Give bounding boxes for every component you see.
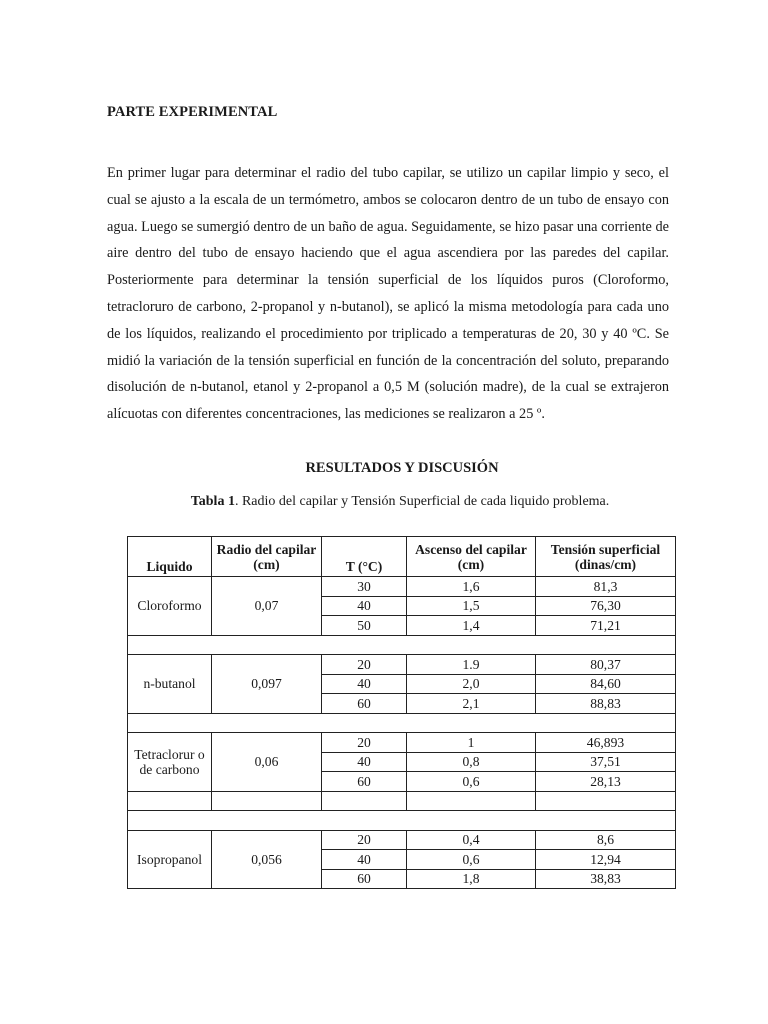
table-row — [128, 577, 676, 597]
tension-cell: 80,37 — [536, 655, 676, 675]
radius-cell: 0,097 — [212, 655, 322, 714]
temperature-cell: 20 — [322, 830, 407, 850]
ascent-cell: 0,4 — [407, 830, 536, 850]
table-caption-label: Tabla 1 — [190, 494, 235, 509]
tension-cell: 37,51 — [536, 752, 676, 772]
results-table — [127, 536, 676, 889]
temperature-cell: 40 — [322, 596, 407, 616]
liquid-cell: Tetraclorur o de carbono — [128, 733, 212, 792]
ascent-cell: 1.9 — [407, 655, 536, 675]
tension-cell: 8,6 — [536, 830, 676, 850]
spacer-row — [128, 811, 676, 831]
ascent-cell: 0,6 — [407, 850, 536, 870]
temperature-cell: 40 — [322, 850, 407, 870]
table-row — [128, 655, 676, 675]
tension-cell: 38,83 — [536, 869, 676, 889]
tension-cell: 71,21 — [536, 616, 676, 636]
empty-cell — [536, 791, 676, 811]
ascent-cell: 1,6 — [407, 577, 536, 597]
temperature-cell: 60 — [322, 772, 407, 792]
spacer-cell — [128, 635, 676, 655]
ascent-cell: 1,4 — [407, 616, 536, 636]
ascent-cell: 2,0 — [407, 674, 536, 694]
tension-cell: 76,30 — [536, 596, 676, 616]
tension-cell: 28,13 — [536, 772, 676, 792]
body-paragraph: En primer lugar para determinar el radio del tubo capilar, se utilizo un capilar limpio y seco, el cual se ajusto a la escala de un termómetro, ambos se colocaron dentro de un tubo de ensayo con agua. Luego se sumergió dentro de un baño de agua. Seguidamente, se hizo pasar una corriente de aire dentro del tubo de ensayo haciendo que el agua ascendiera por las paredes del capilar. Posteriormente para determinar la tensión superficial de los líquidos puros (Cloroformo, tetracloruro de carbono, 2-propanol y n-butanol), se aplicó la misma metodología para cada uno de los líquidos, realizando el procedimiento por triplicado a temperaturas de 20, 30 y 40 ºC. Se midió la variación de la tensión superficial en función de la concentración del soluto, preparando disolución de n-butanol, etanol y 2-propanol a 0,5 M (solución madre), de la cual se extrajeron alícuotas con diferentes concentraciones, las mediciones se realizaron a 25 º. — [107, 165, 669, 423]
results-title: RESULTADOS Y DISCUSIÓN — [305, 460, 499, 476]
temperature-cell: 50 — [322, 616, 407, 636]
header-liquid: Liquido — [128, 537, 212, 577]
empty-cell — [212, 791, 322, 811]
empty-row — [128, 791, 676, 811]
temperature-cell: 30 — [322, 577, 407, 597]
section-title: PARTE EXPERIMENTAL — [107, 104, 278, 120]
ascent-cell: 1 — [407, 733, 536, 753]
table-header-row — [128, 537, 676, 577]
ascent-cell: 0,8 — [407, 752, 536, 772]
temperature-cell: 20 — [322, 733, 407, 753]
header-surface-tension: Tensión superficial (dinas/cm) — [536, 537, 676, 577]
tension-cell: 81,3 — [536, 577, 676, 597]
spacer-cell — [128, 811, 676, 831]
ascent-cell: 1,5 — [407, 596, 536, 616]
header-radius: Radio del capilar (cm) — [212, 537, 322, 577]
table-row — [128, 733, 676, 753]
table-row — [128, 830, 676, 850]
spacer-row — [128, 635, 676, 655]
empty-cell — [128, 791, 212, 811]
liquid-cell: n-butanol — [128, 655, 212, 714]
temperature-cell: 40 — [322, 674, 407, 694]
tension-cell: 84,60 — [536, 674, 676, 694]
temperature-cell: 60 — [322, 694, 407, 714]
spacer-cell — [128, 713, 676, 733]
liquid-cell: Isopropanol — [128, 830, 212, 889]
tension-cell: 46,893 — [536, 733, 676, 753]
temperature-cell: 20 — [322, 655, 407, 675]
ascent-cell: 1,8 — [407, 869, 536, 889]
empty-cell — [407, 791, 536, 811]
temperature-cell: 40 — [322, 752, 407, 772]
liquid-cell: Cloroformo — [128, 577, 212, 636]
radius-cell: 0,07 — [212, 577, 322, 636]
tension-cell: 88,83 — [536, 694, 676, 714]
header-temperature: T (°C) — [322, 537, 407, 577]
empty-cell — [322, 791, 407, 811]
radius-cell: 0,056 — [212, 830, 322, 889]
header-ascent: Ascenso del capilar (cm) — [407, 537, 536, 577]
ascent-cell: 2,1 — [407, 694, 536, 714]
spacer-row — [128, 713, 676, 733]
temperature-cell: 60 — [322, 869, 407, 889]
radius-cell: 0,06 — [212, 733, 322, 792]
table-caption — [0, 494, 768, 510]
tension-cell: 12,94 — [536, 850, 676, 870]
table-caption-text: . Radio del capilar y Tensión Superficial de cada liquido problema. — [234, 494, 610, 509]
ascent-cell: 0,6 — [407, 772, 536, 792]
